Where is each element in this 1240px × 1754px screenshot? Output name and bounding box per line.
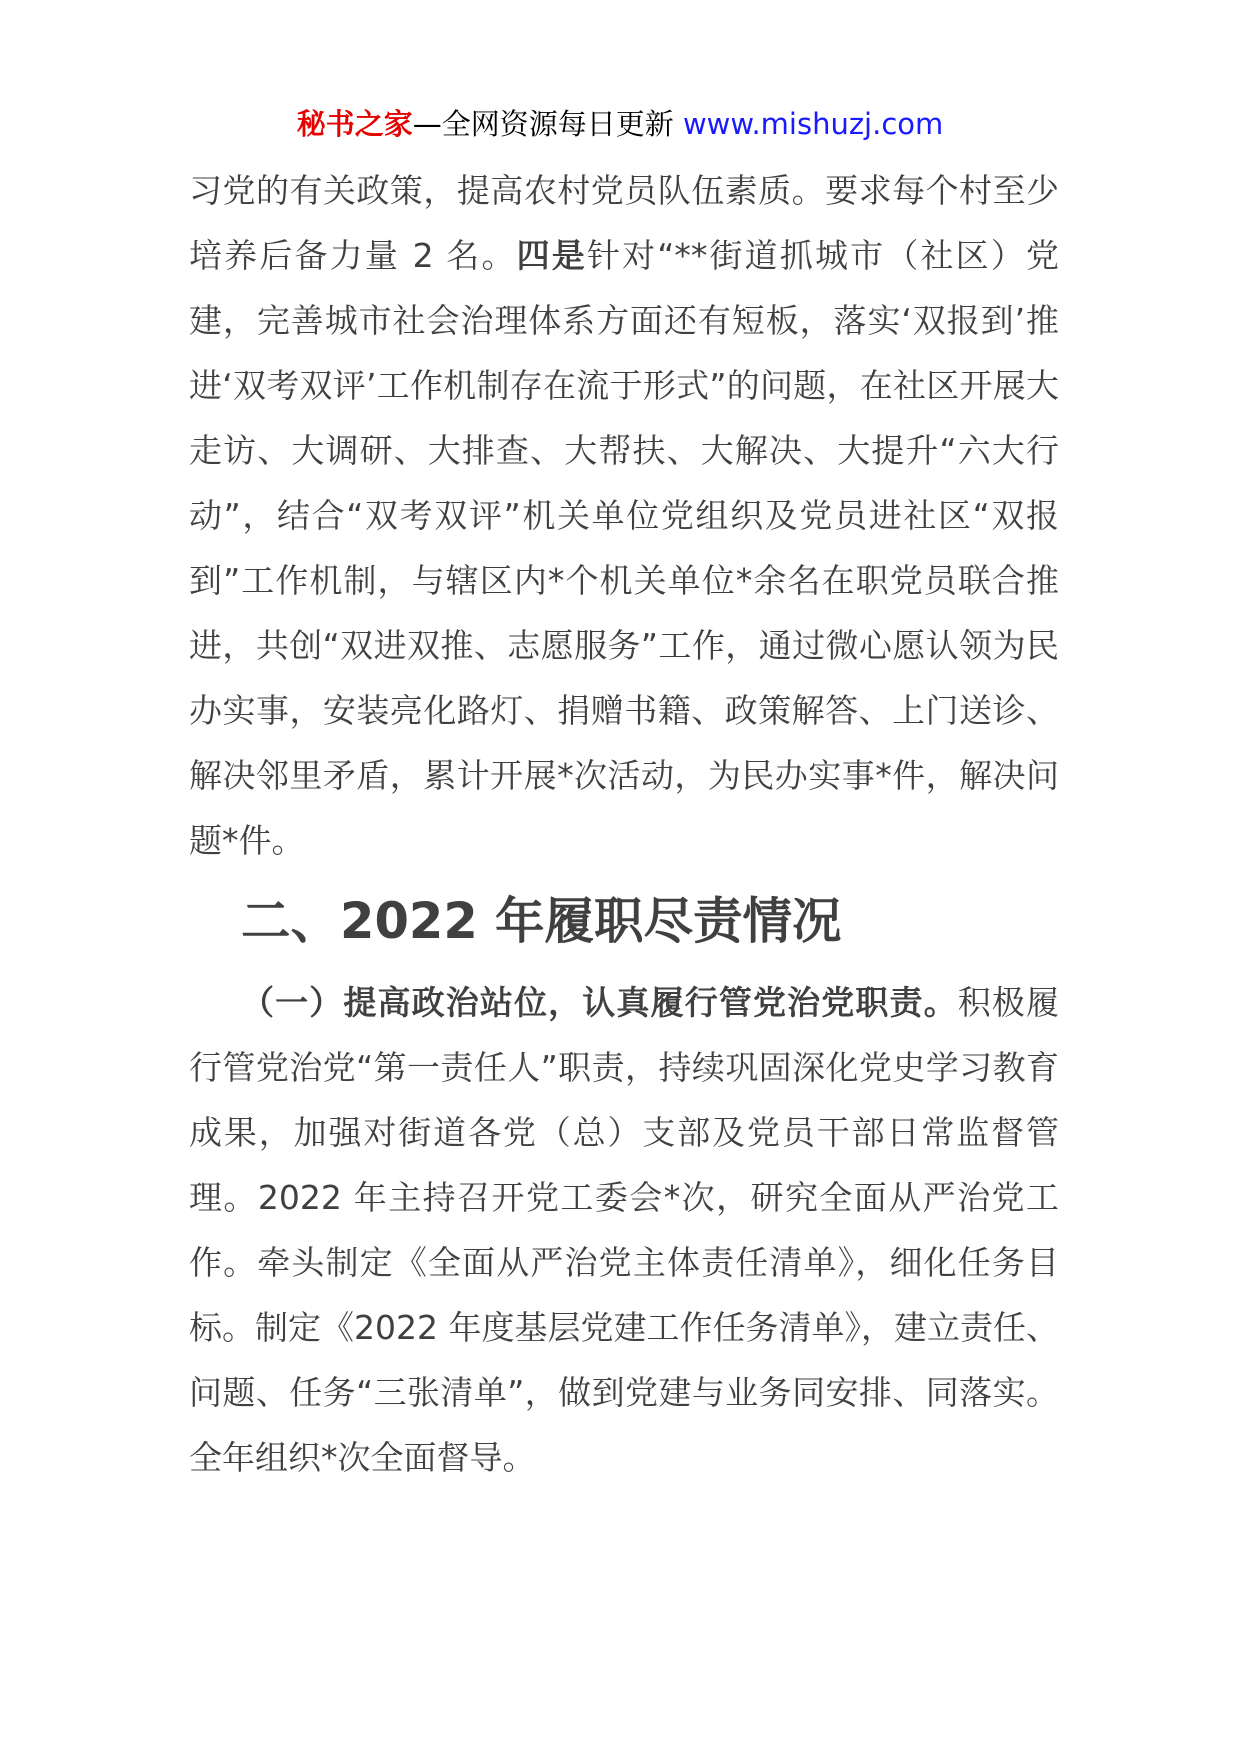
- document-body: [189, 158, 1059, 1490]
- paragraph-text: 针对“**街道抓城市（社区）党建，完善城市社会治理体系方面还有短板，落实‘双报到’推进‘双考双评’工作机制存在流于形式”的问题，在社区开展大走访、大调研、大排查、大帮扶、大解决、大提升“六大行动”，结合“双考双评”机关单位党组织及党员进社区“双报到”工作机制，与辖区内*个机关单位*余名在职党员联合推进，共创“双进双推、志愿服务”工作，通过微心愿认领为民办实事，安装亮化路灯、捐赠书籍、政策解答、上门送诊、解决邻里矛盾，累计开展*次活动，为民办实事*件，解决问题*件。: [189, 236, 1059, 860]
- brand-name: 秘书之家: [296, 107, 413, 141]
- section-heading: 二、2022 年履职尽责情况: [241, 892, 842, 950]
- paragraph-lead: （一）提高政治站位，认真履行管党治党职责。: [241, 983, 958, 1022]
- paragraph-duty: [189, 970, 1059, 1490]
- paragraph-text: 积极履行管党治党“第一责任人”职责，持续巩固深化党史学习教育成果，加强对街道各党（总）支部及党员干部日常监督管理。2022 年主持召开党工委会*次，研究全面从严治党工作。牵头制定《全面从严治党主体责任清单》，细化任务目标。制定《2022 年度基层党建工作任务清单》，建立责任、问题、任务“三张清单”，做到党建与业务同安排、同落实。全年组织*次全面督导。: [189, 983, 1060, 1477]
- website-link[interactable]: www.mishuzj.com: [682, 107, 944, 141]
- page-header: [0, 100, 1240, 148]
- emphasis-text: 四是: [516, 236, 587, 275]
- paragraph-continuation: [189, 158, 1059, 873]
- paragraph-text: 习党的有关政策，提高农村党员队伍素质。要求每个村至少培养后备力量 2 名。: [189, 171, 1059, 275]
- header-tagline: —全网资源每日更新: [412, 107, 674, 141]
